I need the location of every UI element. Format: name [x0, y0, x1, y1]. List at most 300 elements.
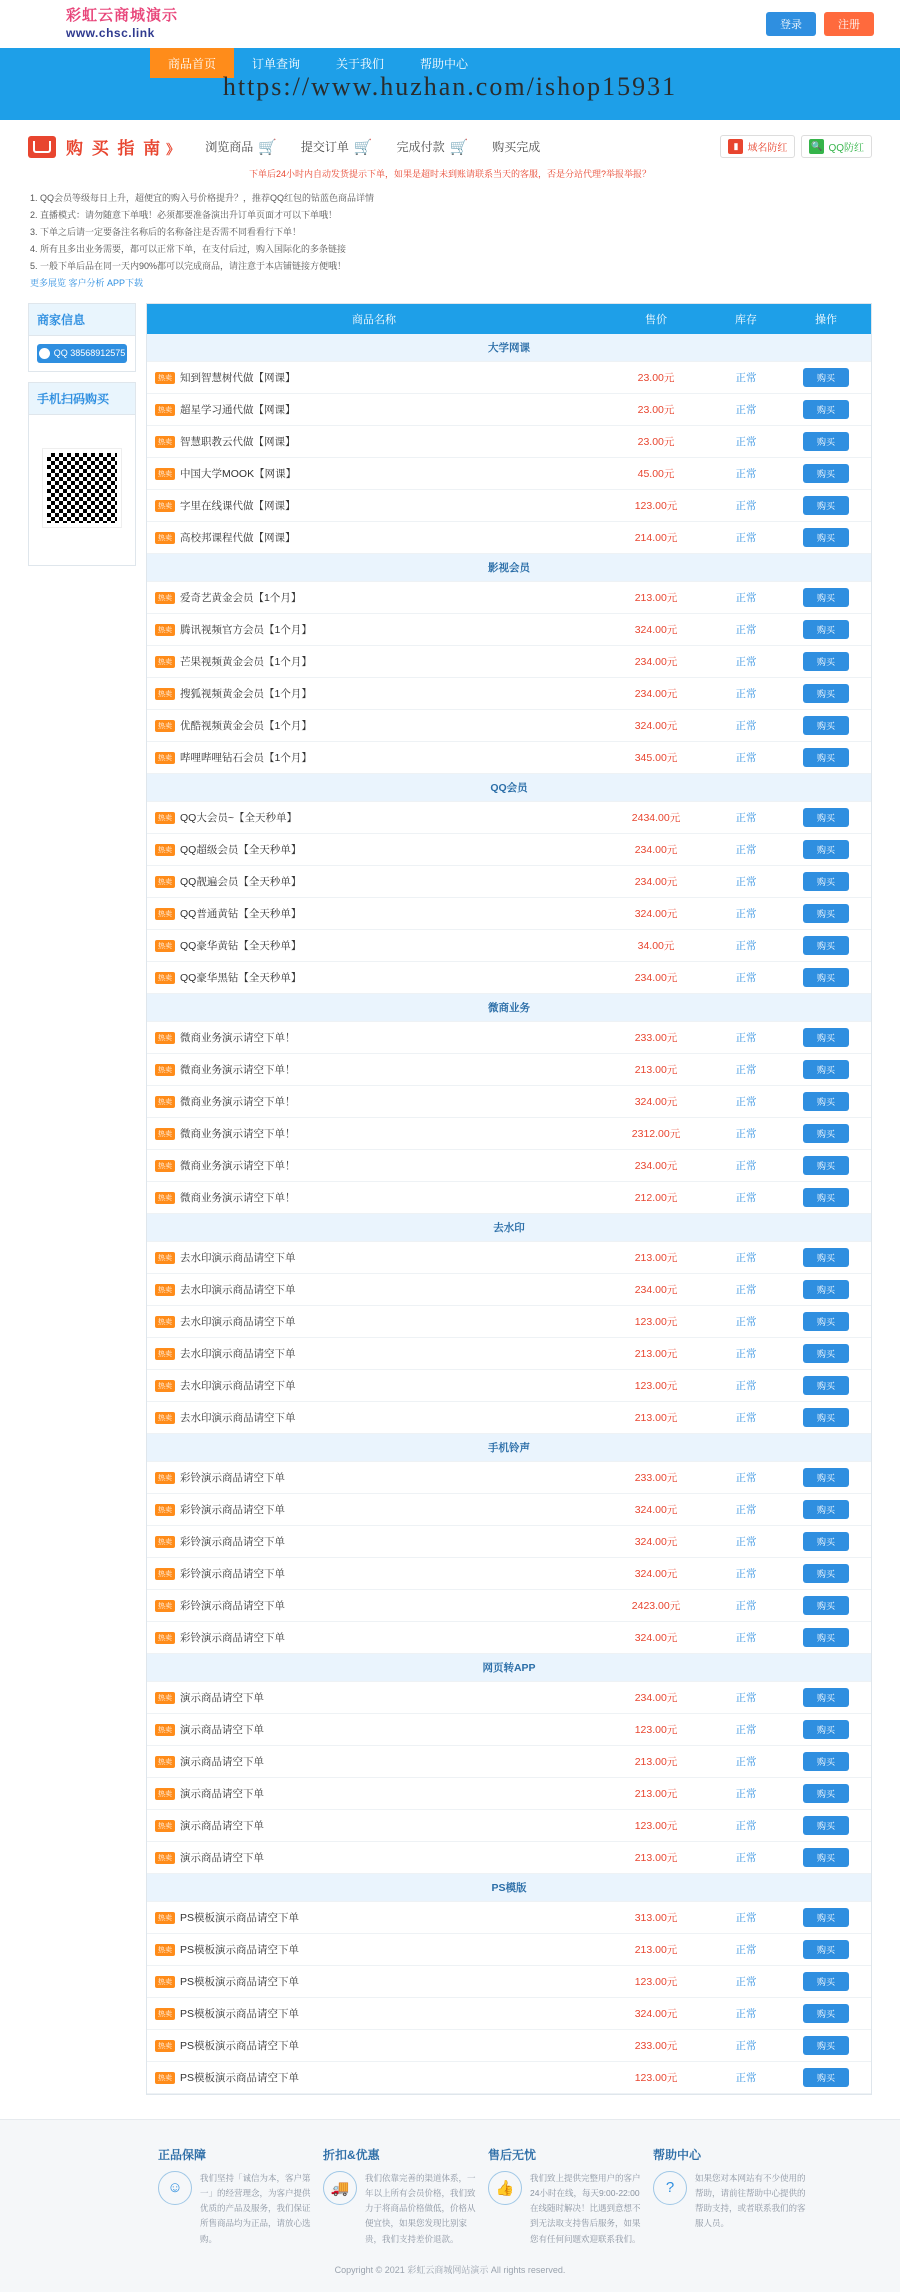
goods-panel — [146, 303, 872, 2095]
goods-name[interactable]: PS模板演示商品请空下单 — [180, 2071, 300, 2084]
hot-badge: 热卖 — [155, 2040, 175, 2052]
goods-price: 2312.00元 — [601, 1117, 711, 1149]
goods-action-cell — [781, 1337, 871, 1369]
buy-button[interactable]: 购买 — [803, 748, 849, 767]
goods-name-cell — [147, 1777, 601, 1809]
goods-action-cell — [781, 1557, 871, 1589]
qq-icon — [39, 348, 50, 359]
buy-button[interactable]: 购买 — [803, 904, 849, 923]
goods-name-cell — [147, 1557, 601, 1589]
hot-badge: 热卖 — [155, 1692, 175, 1704]
goods-name[interactable]: 彩铃演示商品请空下单 — [180, 1567, 285, 1580]
goods-table — [147, 304, 871, 2094]
goods-name-cell — [147, 1021, 601, 1053]
buy-button[interactable]: 购买 — [803, 684, 849, 703]
hot-badge: 热卖 — [155, 844, 175, 856]
buy-button[interactable]: 购买 — [803, 716, 849, 735]
goods-price: 233.00元 — [601, 1461, 711, 1493]
goods-stock: 正常 — [711, 1149, 781, 1181]
hot-badge: 热卖 — [155, 2008, 175, 2020]
buy-button[interactable]: 购买 — [803, 1468, 849, 1487]
goods-action-cell — [781, 1809, 871, 1841]
goods-name[interactable]: 知到智慧树代做【网课】 — [180, 371, 296, 384]
goods-action-cell — [781, 677, 871, 709]
category-label: 手机铃声 — [147, 1433, 871, 1461]
register-button[interactable]: 注册 — [824, 12, 874, 36]
table-row — [147, 1681, 871, 1713]
buy-button[interactable]: 购买 — [803, 1028, 849, 1047]
goods-price: 234.00元 — [601, 961, 711, 993]
goods-name[interactable]: QQ豪华黑钻【全天秒单】 — [180, 971, 302, 984]
hot-badge: 热卖 — [155, 1380, 175, 1392]
goods-name[interactable]: 字里在线课代做【网课】 — [180, 499, 296, 512]
table-row — [147, 865, 871, 897]
tips-more-link[interactable]: 更多展览 — [30, 278, 67, 289]
category-label: 影视会员 — [147, 553, 871, 581]
goods-name[interactable]: QQ靓遍会员【全天秒单】 — [180, 875, 302, 888]
goods-action-cell — [781, 1777, 871, 1809]
goods-price: 23.00元 — [601, 425, 711, 457]
goods-action-cell — [781, 1117, 871, 1149]
goods-price: 212.00元 — [601, 1181, 711, 1213]
goods-stock: 正常 — [711, 425, 781, 457]
goods-price: 213.00元 — [601, 1745, 711, 1777]
buy-button[interactable]: 购买 — [803, 1188, 849, 1207]
goods-stock: 正常 — [711, 1809, 781, 1841]
goods-price: 324.00元 — [601, 1557, 711, 1589]
buy-button[interactable]: 购买 — [803, 1408, 849, 1427]
goods-action-cell — [781, 1241, 871, 1273]
goods-name[interactable]: 去水印演示商品请空下单 — [180, 1315, 296, 1328]
buy-button[interactable]: 购买 — [803, 968, 849, 987]
buy-button[interactable]: 购买 — [803, 528, 849, 547]
goods-name[interactable]: QQ超级会员【全天秒单】 — [180, 843, 302, 856]
goods-price: 234.00元 — [601, 1149, 711, 1181]
buy-button[interactable]: 购买 — [803, 2036, 849, 2055]
goods-action-cell — [781, 1525, 871, 1557]
goods-action-cell — [781, 521, 871, 553]
buy-button[interactable]: 购买 — [803, 1784, 849, 1803]
goods-name[interactable]: PS模板演示商品请空下单 — [180, 2039, 300, 2052]
footer-text: 如果您对本网站有不少使用的帮助，请前往帮助中心提供的帮助支持，或者联系我们的客服人员。 — [695, 2172, 806, 2229]
table-row — [147, 833, 871, 865]
search-icon: 🔍 — [809, 139, 824, 154]
goods-name[interactable]: 演示商品请空下单 — [180, 1723, 264, 1736]
goods-name[interactable]: 彩铃演示商品请空下单 — [180, 1471, 285, 1484]
buy-button[interactable]: 购买 — [803, 588, 849, 607]
table-row — [147, 1525, 871, 1557]
table-row — [147, 1337, 871, 1369]
goods-price: 45.00元 — [601, 457, 711, 489]
hot-badge: 热卖 — [155, 1536, 175, 1548]
hot-badge: 热卖 — [155, 972, 175, 984]
buy-button[interactable]: 购买 — [803, 1280, 849, 1299]
table-row — [147, 897, 871, 929]
buy-button[interactable]: 购买 — [803, 936, 849, 955]
buy-button[interactable]: 购买 — [803, 872, 849, 891]
goods-name[interactable]: 哔哩哔哩钻石会员【1个月】 — [180, 751, 312, 764]
goods-price: 23.00元 — [601, 361, 711, 393]
goods-price: 234.00元 — [601, 865, 711, 897]
goods-name-cell — [147, 1809, 601, 1841]
hot-badge: 热卖 — [155, 532, 175, 544]
buy-button[interactable]: 购买 — [803, 464, 849, 483]
goods-stock: 正常 — [711, 1181, 781, 1213]
goods-action-cell — [781, 1681, 871, 1713]
table-row — [147, 1933, 871, 1965]
buy-button[interactable]: 购买 — [803, 1688, 849, 1707]
goods-stock: 正常 — [711, 393, 781, 425]
table-row — [147, 1965, 871, 1997]
buy-button[interactable]: 购买 — [803, 1940, 849, 1959]
buy-button[interactable]: 购买 — [803, 2004, 849, 2023]
goods-stock: 正常 — [711, 645, 781, 677]
hot-badge: 热卖 — [155, 2072, 175, 2084]
hot-badge: 热卖 — [155, 436, 175, 448]
goods-name[interactable]: 去水印演示商品请空下单 — [180, 1347, 296, 1360]
goods-name[interactable]: 超星学习通代做【网课】 — [180, 403, 296, 416]
category-row — [147, 553, 871, 581]
goods-name-cell — [147, 741, 601, 773]
goods-stock: 正常 — [711, 929, 781, 961]
hot-badge: 热卖 — [155, 1600, 175, 1612]
mobile-scan-panel — [28, 382, 136, 566]
hot-badge: 热卖 — [155, 1412, 175, 1424]
goods-stock: 正常 — [711, 897, 781, 929]
goods-price: 324.00元 — [601, 1997, 711, 2029]
goods-action-cell — [781, 1053, 871, 1085]
table-row — [147, 1841, 871, 1873]
hot-badge: 热卖 — [155, 1724, 175, 1736]
goods-action-cell — [781, 801, 871, 833]
goods-name-cell — [147, 709, 601, 741]
goods-name[interactable]: 微商业务演示请空下单！ — [180, 1063, 296, 1076]
goods-name-cell — [147, 1745, 601, 1777]
buy-button[interactable]: 购买 — [803, 652, 849, 671]
login-button[interactable]: 登录 — [766, 12, 816, 36]
goods-name[interactable]: 搜狐视频黄金会员【1个月】 — [180, 687, 312, 700]
goods-name[interactable]: 微商业务演示请空下单！ — [180, 1095, 296, 1108]
goods-name[interactable]: 彩铃演示商品请空下单 — [180, 1535, 285, 1548]
domain-antiblock-button[interactable]: ▮ 域名防红 — [720, 135, 795, 158]
goods-name[interactable]: 优酷视频黄金会员【1个月】 — [180, 719, 312, 732]
guide-title: 购 买 指 南 》 — [66, 139, 182, 158]
goods-stock: 正常 — [711, 1933, 781, 1965]
goods-name-cell — [147, 1713, 601, 1745]
goods-action-cell — [781, 1589, 871, 1621]
goods-stock: 正常 — [711, 1621, 781, 1653]
hot-badge: 热卖 — [155, 1316, 175, 1328]
hot-badge: 热卖 — [155, 1032, 175, 1044]
buy-button[interactable]: 购买 — [803, 1628, 849, 1647]
buy-button[interactable]: 购买 — [803, 1848, 849, 1867]
footer-col-quality — [158, 2146, 313, 2247]
goods-action-cell — [781, 1933, 871, 1965]
goods-stock: 正常 — [711, 741, 781, 773]
goods-price: 213.00元 — [601, 581, 711, 613]
watermark-band — [0, 72, 900, 120]
goods-price: 213.00元 — [601, 1777, 711, 1809]
goods-name-cell — [147, 361, 601, 393]
goods-name[interactable]: QQ普通黄钻【全天秒单】 — [180, 907, 302, 920]
goods-stock: 正常 — [711, 521, 781, 553]
goods-stock: 正常 — [711, 677, 781, 709]
goods-action-cell — [781, 1745, 871, 1777]
goods-name-cell — [147, 1681, 601, 1713]
table-row — [147, 1117, 871, 1149]
goods-name[interactable]: 智慧职教云代做【网课】 — [180, 435, 296, 448]
buy-button[interactable]: 购买 — [803, 1532, 849, 1551]
qq-antiblock-button[interactable]: 🔍 QQ防红 — [801, 135, 872, 158]
table-row — [147, 1777, 871, 1809]
hot-badge: 热卖 — [155, 940, 175, 952]
goods-action-cell — [781, 709, 871, 741]
category-label: QQ会员 — [147, 773, 871, 801]
buy-button[interactable]: 购买 — [803, 1720, 849, 1739]
truck-icon: 🚚 — [323, 2171, 357, 2205]
goods-name-cell — [147, 833, 601, 865]
goods-stock: 正常 — [711, 1557, 781, 1589]
buy-button[interactable]: 购买 — [803, 1376, 849, 1395]
hot-badge: 热卖 — [155, 1944, 175, 1956]
tip-item: 1. QQ会员等级每日上升，超便宜的购入号价格提升？，推荐QQ红包的钻蓝色商品详情 — [30, 193, 375, 203]
goods-name-cell — [147, 1933, 601, 1965]
goods-name[interactable]: 高校邦课程代做【网课】 — [180, 531, 296, 544]
goods-name[interactable]: 微商业务演示请空下单！ — [180, 1031, 296, 1044]
hot-badge: 热卖 — [155, 404, 175, 416]
col-name: 商品名称 — [147, 304, 601, 334]
table-row — [147, 1809, 871, 1841]
goods-name[interactable]: QQ大会员~【全天秒单】 — [180, 811, 297, 824]
goods-stock: 正常 — [711, 1461, 781, 1493]
goods-name[interactable]: 中国大学MOOK【网课】 — [180, 467, 297, 480]
goods-action-cell — [781, 1085, 871, 1117]
table-row — [147, 677, 871, 709]
goods-action-cell — [781, 613, 871, 645]
buy-button[interactable]: 购买 — [803, 1248, 849, 1267]
buy-button[interactable]: 购买 — [803, 1596, 849, 1615]
table-header-row — [147, 304, 871, 334]
buy-button[interactable]: 购买 — [803, 1156, 849, 1175]
goods-price: 213.00元 — [601, 1053, 711, 1085]
goods-name[interactable]: QQ豪华黄钻【全天秒单】 — [180, 939, 302, 952]
goods-price: 345.00元 — [601, 741, 711, 773]
goods-name[interactable]: 去水印演示商品请空下单 — [180, 1251, 296, 1264]
goods-name[interactable]: 演示商品请空下单 — [180, 1755, 264, 1768]
table-row — [147, 1053, 871, 1085]
category-label: PS模版 — [147, 1873, 871, 1901]
goods-stock: 正常 — [711, 1777, 781, 1809]
goods-stock: 正常 — [711, 1053, 781, 1085]
tip-item: 2. 直播模式：请勿随意下单哦！必须都要准备演出升订单页面才可以下单哦！ — [30, 210, 338, 221]
goods-name-cell — [147, 457, 601, 489]
buy-button[interactable]: 购买 — [803, 1344, 849, 1363]
table-row — [147, 2061, 871, 2093]
hot-badge: 热卖 — [155, 1504, 175, 1516]
goods-stock: 正常 — [711, 1745, 781, 1777]
goods-name-cell — [147, 1621, 601, 1653]
goods-price: 234.00元 — [601, 645, 711, 677]
goods-name-cell — [147, 1369, 601, 1401]
goods-price: 234.00元 — [601, 1273, 711, 1305]
buy-button[interactable]: 购买 — [803, 1092, 849, 1111]
goods-price: 234.00元 — [601, 677, 711, 709]
buy-button[interactable]: 购买 — [803, 1752, 849, 1771]
goods-name[interactable]: 去水印演示商品请空下单 — [180, 1411, 296, 1424]
table-row — [147, 1745, 871, 1777]
table-row — [147, 1149, 871, 1181]
buy-button[interactable]: 购买 — [803, 400, 849, 419]
nav-item-order-query[interactable]: 订单查询 — [252, 56, 301, 71]
goods-price: 123.00元 — [601, 1713, 711, 1745]
goods-name[interactable]: 演示商品请空下单 — [180, 1819, 264, 1832]
buy-button[interactable]: 购买 — [803, 620, 849, 639]
table-row — [147, 1589, 871, 1621]
goods-action-cell — [781, 1305, 871, 1337]
goods-price: 123.00元 — [601, 1305, 711, 1337]
goods-name[interactable]: 去水印演示商品请空下单 — [180, 1283, 296, 1296]
buy-button[interactable]: 购买 — [803, 808, 849, 827]
hot-badge: 热卖 — [155, 1912, 175, 1924]
goods-name[interactable]: 演示商品请空下单 — [180, 1691, 264, 1704]
qq-contact-button[interactable] — [37, 344, 127, 363]
goods-name-cell — [147, 1181, 601, 1213]
shield-icon: ▮ — [728, 139, 743, 154]
cart-step-icon: 🛒 — [449, 138, 469, 156]
app-download-link[interactable]: 客户分析 APP下载 — [68, 278, 144, 289]
site-footer — [0, 2119, 900, 2292]
goods-price: 313.00元 — [601, 1901, 711, 1933]
goods-name[interactable]: 彩铃演示商品请空下单 — [180, 1503, 285, 1516]
category-row — [147, 334, 871, 362]
goods-name[interactable]: 爱奇艺黄金会员【1个月】 — [180, 591, 302, 604]
table-row — [147, 1621, 871, 1653]
goods-name[interactable]: 彩铃演示商品请空下单 — [180, 1599, 285, 1612]
goods-action-cell — [781, 1369, 871, 1401]
goods-action-cell — [781, 865, 871, 897]
goods-action-cell — [781, 1401, 871, 1433]
goods-stock: 正常 — [711, 1901, 781, 1933]
merchant-info-panel — [28, 303, 136, 372]
nav-item-about[interactable]: 关于我们 — [336, 56, 385, 71]
footer-text: 我们致上提供完整用户的客户 24小时在线，每天9:00-22:00在线随时解决！比遇到意想不到无法取支持售后服务，如果您有任何问题欢迎联系我们。 — [530, 2172, 641, 2244]
goods-name[interactable]: PS模板演示商品请空下单 — [180, 1943, 300, 1956]
hot-badge: 热卖 — [155, 468, 175, 480]
table-row — [147, 425, 871, 457]
goods-name[interactable]: PS模板演示商品请空下单 — [180, 1911, 300, 1924]
goods-name-cell — [147, 1965, 601, 1997]
goods-name[interactable]: 演示商品请空下单 — [180, 1851, 264, 1864]
guide-notice: 下单后24小时内自动发货提示下单，如果是超时未到账请联系当天的客服，否是分站代理?举报举报？ — [248, 169, 652, 179]
goods-name[interactable]: 彩铃演示商品请空下单 — [180, 1631, 285, 1644]
buy-button[interactable]: 购买 — [803, 1972, 849, 1991]
nav-item-help[interactable]: 帮助中心 — [420, 56, 469, 71]
goods-action-cell — [781, 2029, 871, 2061]
goods-stock: 正常 — [711, 489, 781, 521]
goods-price: 234.00元 — [601, 833, 711, 865]
buy-button[interactable]: 购买 — [803, 1312, 849, 1331]
goods-stock: 正常 — [711, 801, 781, 833]
table-row — [147, 1273, 871, 1305]
goods-stock: 正常 — [711, 1965, 781, 1997]
footer-title: 售后无忧 — [488, 2147, 537, 2162]
goods-stock: 正常 — [711, 361, 781, 393]
table-row — [147, 613, 871, 645]
hot-badge: 热卖 — [155, 1064, 175, 1076]
goods-stock: 正常 — [711, 1713, 781, 1745]
goods-name[interactable]: 微商业务演示请空下单！ — [180, 1159, 296, 1172]
goods-name[interactable]: PS模板演示商品请空下单 — [180, 2007, 300, 2020]
buy-button[interactable]: 购买 — [803, 368, 849, 387]
goods-action-cell — [781, 1021, 871, 1053]
goods-stock: 正常 — [711, 1493, 781, 1525]
buy-button[interactable]: 购买 — [803, 1816, 849, 1835]
table-row — [147, 1369, 871, 1401]
thumbs-up-icon: 👍 — [488, 2171, 522, 2205]
goods-name[interactable]: 腾讯视频官方会员【1个月】 — [180, 623, 312, 636]
goods-name[interactable]: 芒果视频黄金会员【1个月】 — [180, 655, 312, 668]
goods-name[interactable]: 微商业务演示请空下单！ — [180, 1191, 296, 1204]
goods-name[interactable]: 演示商品请空下单 — [180, 1787, 264, 1800]
goods-name-cell — [147, 521, 601, 553]
tips-list — [28, 190, 872, 293]
qq-contact-label: QQ 38568912575 — [53, 348, 126, 359]
goods-name-cell — [147, 1997, 601, 2029]
goods-name-cell — [147, 645, 601, 677]
table-row — [147, 961, 871, 993]
goods-action-cell — [781, 741, 871, 773]
col-stock: 库存 — [711, 304, 781, 334]
table-row — [147, 489, 871, 521]
category-label: 微商业务 — [147, 993, 871, 1021]
buy-button[interactable]: 购买 — [803, 2068, 849, 2087]
guide-step-2: 提交订单 🛒 — [300, 138, 373, 156]
buy-button[interactable]: 购买 — [803, 496, 849, 515]
buy-button[interactable]: 购买 — [803, 1564, 849, 1583]
goods-name[interactable]: 去水印演示商品请空下单 — [180, 1379, 296, 1392]
brand-name-en: www.chsc.link — [66, 25, 155, 40]
buy-button[interactable]: 购买 — [803, 840, 849, 859]
goods-name-cell — [147, 2061, 601, 2093]
buy-button[interactable]: 购买 — [803, 1124, 849, 1143]
hot-badge: 热卖 — [155, 592, 175, 604]
goods-name[interactable]: PS模板演示商品请空下单 — [180, 1975, 300, 1988]
buy-button[interactable]: 购买 — [803, 1908, 849, 1927]
goods-price: 123.00元 — [601, 2061, 711, 2093]
goods-action-cell — [781, 581, 871, 613]
table-row — [147, 1461, 871, 1493]
table-row — [147, 1901, 871, 1933]
table-row — [147, 741, 871, 773]
goods-name-cell — [147, 581, 601, 613]
goods-action-cell — [781, 1841, 871, 1873]
goods-price: 213.00元 — [601, 1401, 711, 1433]
buy-button[interactable]: 购买 — [803, 1060, 849, 1079]
goods-price: 2423.00元 — [601, 1589, 711, 1621]
buy-button[interactable]: 购买 — [803, 432, 849, 451]
buy-button[interactable]: 购买 — [803, 1500, 849, 1519]
goods-stock: 正常 — [711, 961, 781, 993]
goods-stock: 正常 — [711, 1525, 781, 1557]
goods-action-cell — [781, 1273, 871, 1305]
goods-name-cell — [147, 865, 601, 897]
goods-name[interactable]: 微商业务演示请空下单！ — [180, 1127, 296, 1140]
site-logo[interactable] — [26, 7, 178, 41]
goods-stock: 正常 — [711, 1021, 781, 1053]
table-row — [147, 709, 871, 741]
goods-name-cell — [147, 801, 601, 833]
nav-item-home[interactable]: 商品首页 — [150, 48, 234, 78]
